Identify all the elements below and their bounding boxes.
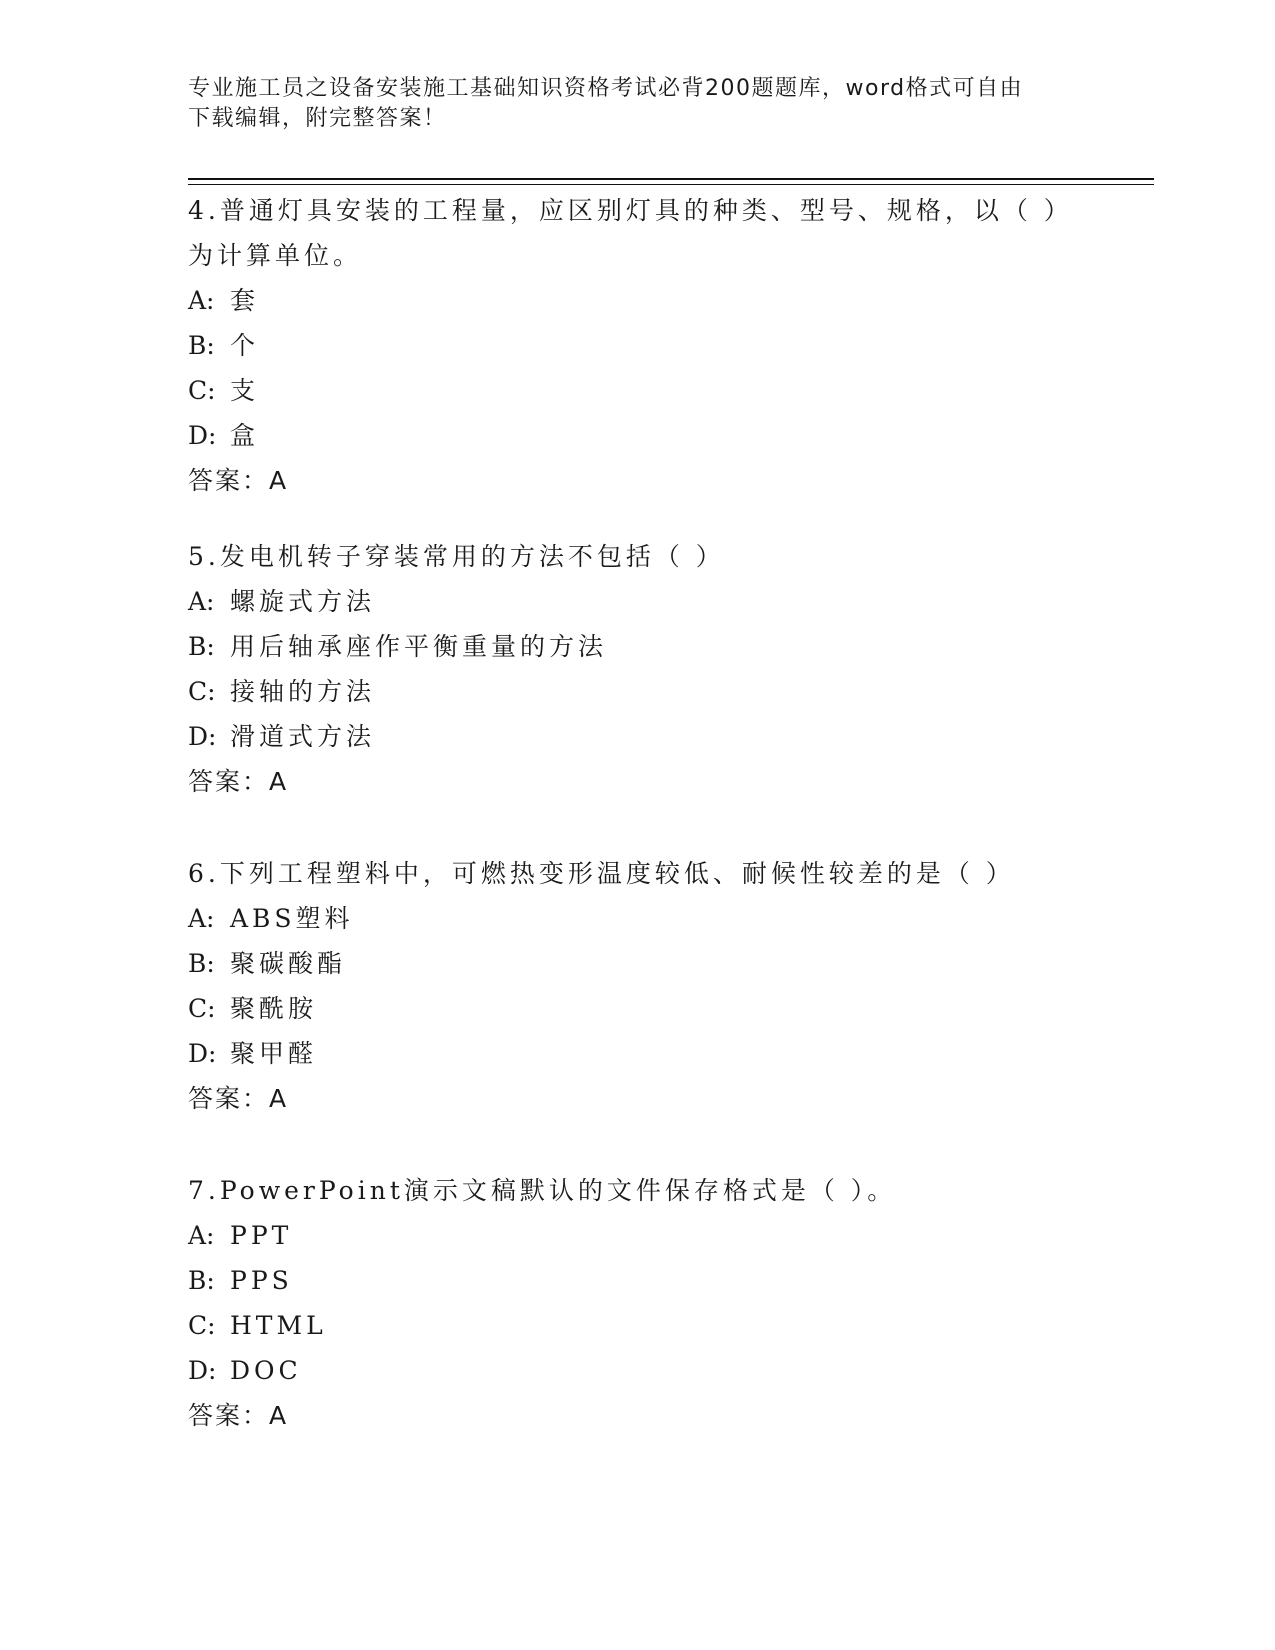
question-block bbox=[188, 188, 1088, 503]
question-stem: 7.PowerPoint演示文稿默认的文件保存格式是（ ）。 bbox=[188, 1176, 897, 1205]
option-text: PPT bbox=[230, 1221, 293, 1250]
option-label: A: bbox=[188, 1221, 215, 1250]
option-text: 螺旋式方法 bbox=[230, 587, 376, 616]
option-b bbox=[188, 941, 1088, 986]
option-text: 滑道式方法 bbox=[230, 722, 376, 751]
option-text: 聚碳酸酯 bbox=[230, 949, 347, 978]
option-b bbox=[188, 1258, 1088, 1303]
option-b bbox=[188, 323, 1088, 368]
option-text: 接轴的方法 bbox=[230, 677, 376, 706]
header-line-2: 下载编辑，附完整答案！ bbox=[188, 106, 447, 131]
answer-line: 答案：A bbox=[188, 767, 289, 796]
option-text: 套 bbox=[230, 286, 260, 315]
option-label: D: bbox=[188, 421, 217, 450]
answer-line: 答案：A bbox=[188, 466, 289, 495]
option-a bbox=[188, 579, 1088, 624]
option-label: C: bbox=[188, 677, 216, 706]
option-a bbox=[188, 1213, 1088, 1258]
question-block bbox=[188, 1168, 1088, 1438]
option-a bbox=[188, 896, 1088, 941]
option-label: C: bbox=[188, 1311, 216, 1340]
header-divider-thick bbox=[188, 178, 1154, 180]
option-label: A: bbox=[188, 587, 215, 616]
option-c bbox=[188, 669, 1088, 714]
option-c bbox=[188, 986, 1088, 1031]
question-stem: 6.下列工程塑料中，可燃热变形温度较低、耐候性较差的是（ ） bbox=[188, 859, 1015, 888]
option-text: 盒 bbox=[230, 421, 260, 450]
option-text: 支 bbox=[230, 376, 260, 405]
option-label: A: bbox=[188, 286, 215, 315]
header-divider-thin bbox=[188, 184, 1154, 185]
option-d bbox=[188, 413, 1088, 458]
option-label: B: bbox=[188, 949, 215, 978]
option-text: 聚甲醛 bbox=[230, 1039, 318, 1068]
option-label: C: bbox=[188, 376, 216, 405]
option-label: B: bbox=[188, 632, 215, 661]
header-line-1: 专业施工员之设备安装施工基础知识资格考试必背200题题库，word格式可自由 bbox=[188, 76, 1024, 101]
question-block bbox=[188, 851, 1088, 1121]
document-header bbox=[188, 74, 1088, 134]
question-stem: 4.普通灯具安装的工程量，应区别灯具的种类、型号、规格，以（ ） bbox=[188, 196, 1073, 225]
option-label: D: bbox=[188, 1039, 217, 1068]
option-label: A: bbox=[188, 904, 215, 933]
answer-line: 答案：A bbox=[188, 1084, 289, 1113]
option-text: 聚酰胺 bbox=[230, 994, 318, 1023]
option-text: PPS bbox=[230, 1266, 293, 1295]
option-label: C: bbox=[188, 994, 216, 1023]
option-text: ABS塑料 bbox=[230, 904, 354, 933]
option-a bbox=[188, 278, 1088, 323]
option-b bbox=[188, 624, 1088, 669]
answer-line: 答案：A bbox=[188, 1401, 289, 1430]
question-stem-continued: 为计算单位。 bbox=[188, 241, 363, 270]
option-label: D: bbox=[188, 722, 217, 751]
option-d bbox=[188, 1031, 1088, 1076]
question-block bbox=[188, 534, 1088, 804]
option-text: HTML bbox=[230, 1311, 327, 1340]
option-text: 用后轴承座作平衡重量的方法 bbox=[230, 632, 608, 661]
option-label: B: bbox=[188, 1266, 215, 1295]
option-c bbox=[188, 368, 1088, 413]
option-label: B: bbox=[188, 331, 215, 360]
option-text: DOC bbox=[230, 1356, 302, 1385]
option-d bbox=[188, 1348, 1088, 1393]
option-label: D: bbox=[188, 1356, 217, 1385]
option-c bbox=[188, 1303, 1088, 1348]
question-stem: 5.发电机转子穿装常用的方法不包括（ ） bbox=[188, 542, 725, 571]
option-text: 个 bbox=[230, 331, 260, 360]
option-d bbox=[188, 714, 1088, 759]
